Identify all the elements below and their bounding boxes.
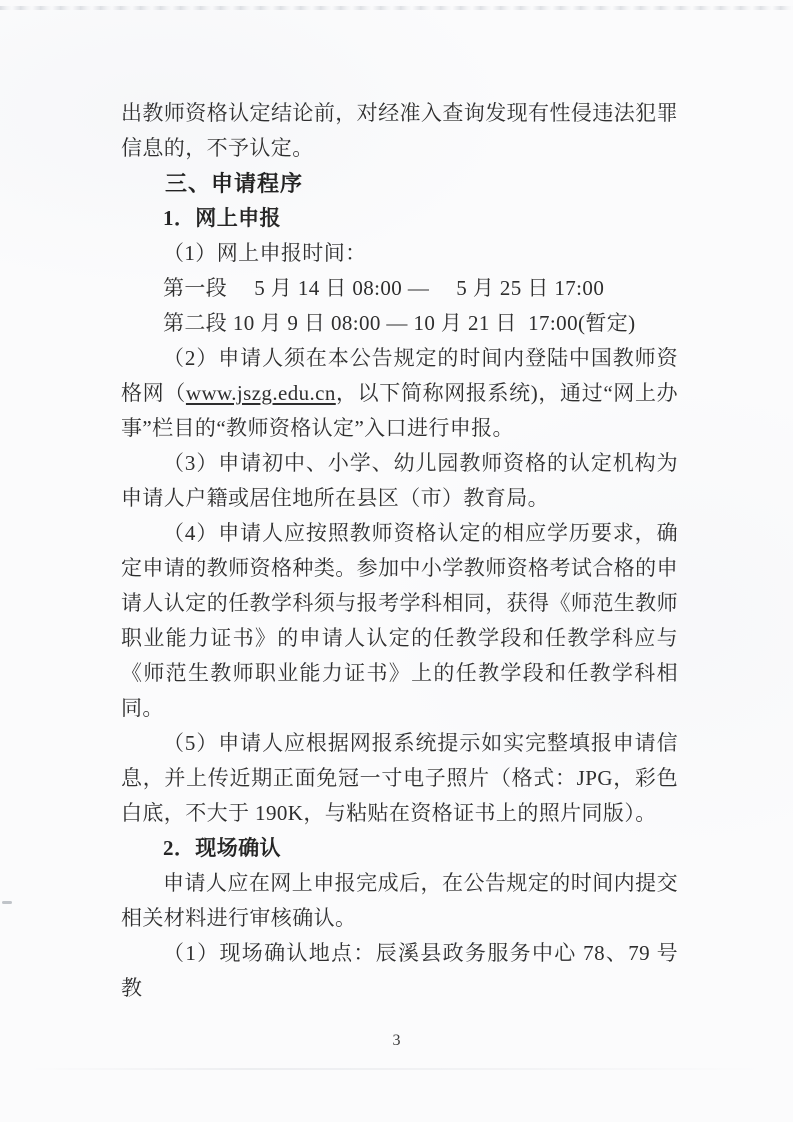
document-body xyxy=(121,96,678,1006)
paragraph-online-system-login xyxy=(121,341,678,446)
paragraph-onsite-confirmation-location: （1）现场确认地点：辰溪县政务服务中心 78、79 号教 xyxy=(121,941,678,1000)
paragraph-continuation-criminal-record: 出教师资格认定结论前，对经准入查询发现有性侵违法犯罪信息的，不予认定。 xyxy=(121,101,678,160)
section-heading-application-procedure: 三、申请程序 xyxy=(165,171,304,196)
paragraph-online-system-text-before: （2）申请人须在本公告规定的时间内登陆中国教师资格网（ xyxy=(121,346,678,405)
subsection-heading-onsite-confirmation: 2．现场确认 xyxy=(163,836,281,860)
page-number: 3 xyxy=(392,1032,401,1049)
paragraph-schedule-phase-1: 第一段 5 月 14 日 08:00 — 5 月 25 日 17:00 xyxy=(163,276,605,300)
paragraph-schedule-phase-2: 第二段 10 月 9 日 08:00 — 10 月 21 日 17:00(暂定) xyxy=(163,311,636,335)
subsection-heading-online-application: 1．网上申报 xyxy=(163,206,281,230)
scan-artifact-speck xyxy=(2,901,12,904)
paragraph-online-system-text-after: ，以下简称网报系统)，通过“网上办事”栏目的“教师资格认定”入口进行申报。 xyxy=(121,381,678,440)
paragraph-certification-authority: （3）申请初中、小学、幼儿园教师资格的认定机构为申请人户籍或居住地所在县区（市）教育局。 xyxy=(121,451,678,510)
scan-artifact-streak xyxy=(30,1068,763,1070)
paragraph-onsite-confirmation-intro: 申请人应在网上申报完成后，在公告规定的时间内提交相关材料进行审核确认。 xyxy=(121,871,678,930)
scan-artifact-top-band xyxy=(0,6,793,10)
paragraph-online-application-time-label: （1）网上申报时间： xyxy=(163,241,367,265)
paragraph-education-requirement: （4）申请人应按照教师资格认定的相应学历要求，确定申请的教师资格种类。参加中小学教师资格考试合格的申请人认定的任教学科须与报考学科相同，获得《师范生教师职业能力证书》的申请人认定的任教学段和任教学科应与《师范生教师职业能力证书》上的任教学段和任教学科相同。 xyxy=(121,521,678,720)
paragraph-photo-upload-requirement: （5）申请人应根据网报系统提示如实完整填报申请信息，并上传近期正面免冠一寸电子照片（格式：JPG，彩色白底，不大于 190K，与粘贴在资格证书上的照片同版）。 xyxy=(121,731,678,825)
jszg-website-url: www.jszg.edu.cn xyxy=(185,381,336,405)
